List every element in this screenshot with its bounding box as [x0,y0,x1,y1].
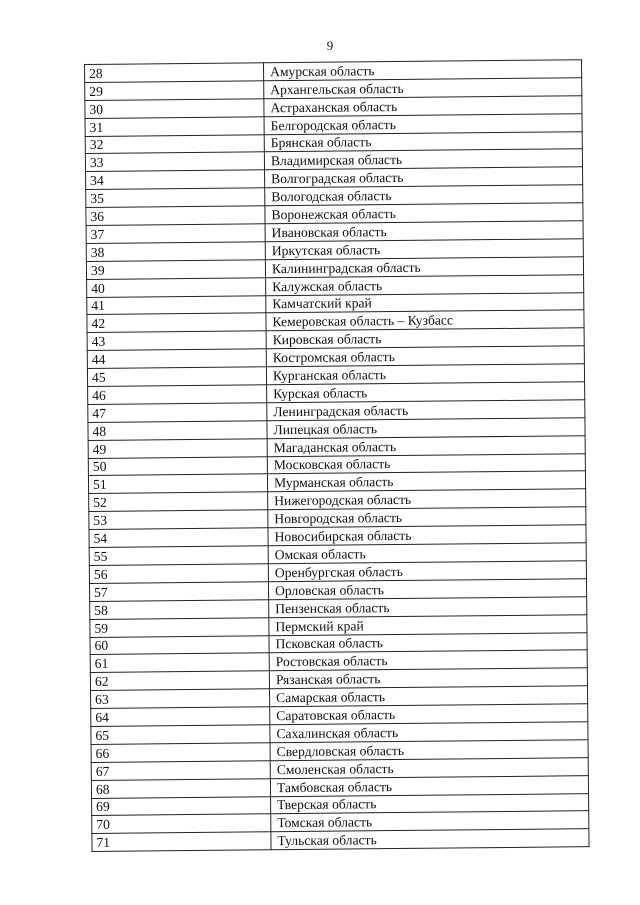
region-number-cell: 35 [86,188,265,208]
region-name-cell: Свердловская область [270,740,588,761]
region-number-cell: 71 [92,832,271,852]
region-name-cell: Ивановская область [265,221,583,242]
region-name-cell: Кемеровская область – Кузбасс [266,310,584,331]
region-number-cell: 60 [90,635,269,655]
region-number-cell: 37 [86,224,265,244]
region-number-cell: 66 [91,743,270,763]
region-name-cell: Мурманская область [267,471,585,492]
region-name-cell: Астраханская область [264,96,582,117]
region-name-cell: Брянская область [264,131,582,152]
region-number-cell: 46 [88,385,267,405]
region-name-cell: Амурская область [263,60,581,81]
region-number-cell: 57 [89,582,268,602]
region-number-cell: 69 [92,796,271,816]
region-number-cell: 67 [91,760,270,780]
region-number-cell: 28 [85,63,264,83]
region-name-cell: Псковская область [269,632,587,653]
region-name-cell: Владимирская область [264,149,582,170]
regions-table [84,59,590,852]
region-number-cell: 43 [87,331,266,351]
region-number-cell: 29 [85,81,264,101]
region-number-cell: 62 [90,671,269,691]
region-name-cell: Белгородская область [264,113,582,134]
table-row [92,829,589,852]
region-number-cell: 44 [87,349,266,369]
region-name-cell: Пермский край [269,614,587,635]
region-number-cell: 45 [87,367,266,387]
region-number-cell: 70 [92,814,271,834]
region-number-cell: 56 [89,564,268,584]
region-name-cell: Калужская область [266,274,584,295]
region-name-cell: Пензенская область [269,596,587,617]
region-number-cell: 38 [86,242,265,262]
region-number-cell: 30 [85,99,264,119]
region-name-cell: Вологодская область [265,185,583,206]
region-number-cell: 59 [90,617,269,637]
region-name-cell: Магаданская область [267,435,585,456]
region-name-cell: Рязанская область [269,668,587,689]
region-number-cell: 39 [86,260,265,280]
region-name-cell: Новосибирская область [268,525,586,546]
region-number-cell: 53 [89,510,268,530]
region-name-cell: Нижегородская область [268,489,586,510]
region-name-cell: Воронежская область [265,203,583,224]
region-number-cell: 51 [88,474,267,494]
region-name-cell: Томская область [271,811,589,832]
region-number-cell: 50 [88,456,267,476]
regions-table-container [84,59,590,852]
region-name-cell: Сахалинская область [270,722,588,743]
region-name-cell: Оренбургская область [268,561,586,582]
region-number-cell: 41 [87,295,266,315]
region-name-cell: Кировская область [266,328,584,349]
region-number-cell: 65 [91,725,270,745]
regions-table-body [85,60,590,852]
region-number-cell: 54 [89,528,268,548]
region-name-cell: Курская область [267,382,585,403]
region-number-cell: 48 [88,421,267,441]
region-name-cell: Иркутская область [265,239,583,260]
region-number-cell: 42 [87,313,266,333]
region-number-cell: 55 [89,546,268,566]
region-number-cell: 61 [90,653,269,673]
region-name-cell: Новгородская область [268,507,586,528]
region-name-cell: Ростовская область [269,650,587,671]
region-number-cell: 36 [86,206,265,226]
region-name-cell: Омская область [268,543,586,564]
region-name-cell: Тверская область [271,793,589,814]
region-name-cell: Калининградская область [265,257,583,278]
region-name-cell: Тамбовская область [270,775,588,796]
region-number-cell: 64 [91,707,270,727]
region-name-cell: Камчатский край [266,292,584,313]
region-name-cell: Саратовская область [270,704,588,725]
region-number-cell: 58 [90,599,269,619]
region-number-cell: 33 [85,152,264,172]
region-name-cell: Самарская область [270,686,588,707]
region-name-cell: Костромская область [266,346,584,367]
region-number-cell: 68 [91,778,270,798]
region-number-cell: 31 [85,116,264,136]
page-number: 9 [326,38,334,53]
region-name-cell: Смоленская область [270,757,588,778]
region-name-cell: Волгоградская область [265,167,583,188]
region-name-cell: Орловская область [268,579,586,600]
region-name-cell: Московская область [267,453,585,474]
region-number-cell: 32 [85,134,264,154]
region-number-cell: 63 [91,689,270,709]
region-name-cell: Тульская область [271,829,589,850]
region-number-cell: 40 [87,277,266,297]
region-name-cell: Курганская область [266,364,584,385]
region-name-cell: Архангельская область [264,78,582,99]
region-number-cell: 47 [88,403,267,423]
region-number-cell: 52 [89,492,268,512]
region-name-cell: Ленинградская область [267,400,585,421]
region-number-cell: 34 [86,170,265,190]
region-number-cell: 49 [88,438,267,458]
region-name-cell: Липецкая область [267,418,585,439]
